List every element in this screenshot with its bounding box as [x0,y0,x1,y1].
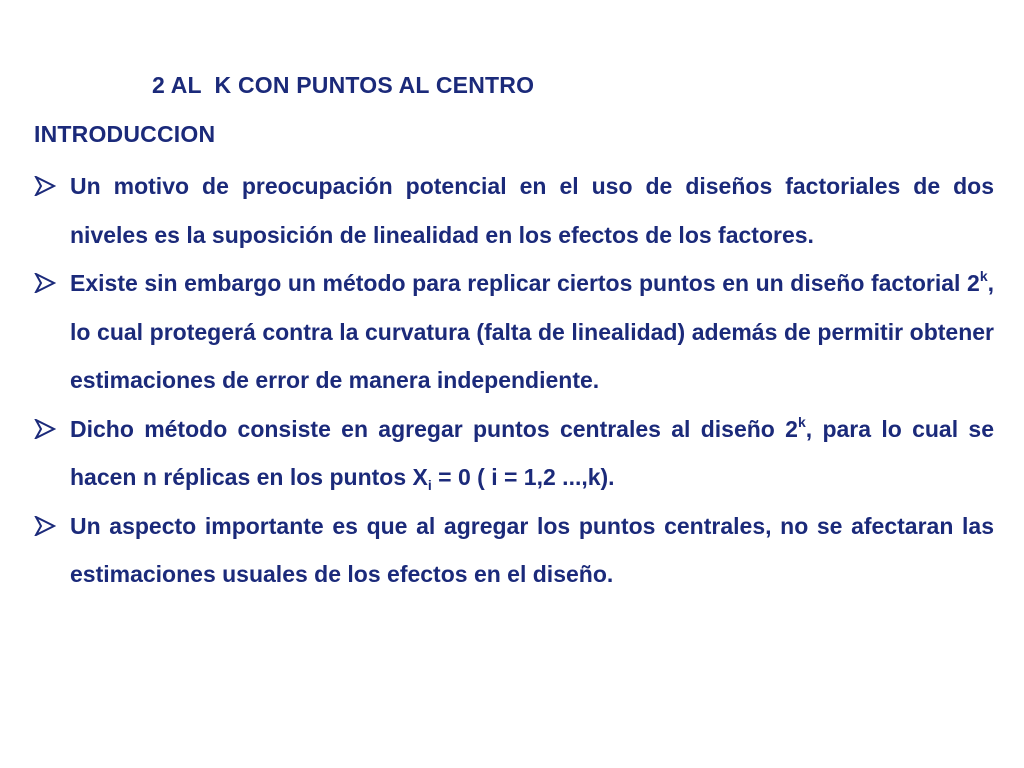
bullet-text-part: , para lo cual se hacen n réplicas en los puntos X [70,415,994,490]
superscript-k: k [797,413,806,430]
bullet-text-part: Existe sin embargo un método para replicar ciertos puntos en un diseño factorial 2 [70,270,980,296]
bullet-text-part: = 0 ( i = 1,2 ...,k). [431,464,615,490]
bullet-text [70,259,994,405]
bullet-list [34,162,994,599]
superscript-k: k [979,268,988,284]
subscript-i: i [427,477,432,493]
bullet-text: Un aspecto importante es que al agregar los puntos centrales, no se afectaran las estimaciones usuales de los efectos en el diseño. [70,512,994,587]
bullet-item-4 [34,502,994,599]
arrow-bullet-icon [34,419,56,439]
arrow-bullet-icon [34,273,56,293]
arrow-bullet-icon [34,176,56,196]
bullet-item-1 [34,162,994,259]
bullet-item-3 [34,405,994,502]
arrow-bullet-icon [34,516,56,536]
slide-title: 2 AL K CON PUNTOS AL CENTRO [152,72,535,98]
bullet-text [70,405,994,502]
bullet-text: Un motivo de preocupación potencial en el uso de diseños factoriales de dos niveles es la suposición de linealidad en los efectos de los factores. [70,173,994,248]
section-heading: INTRODUCCION [34,121,216,147]
bullet-text-part: Dicho método consiste en agregar puntos centrales al diseño 2 [70,415,798,442]
bullet-text-part: , lo cual protegerá contra la curvatura (falta de linealidad) además de permitir obtener estimaciones de error de manera independiente. [70,270,994,393]
bullet-item-2 [34,259,994,405]
